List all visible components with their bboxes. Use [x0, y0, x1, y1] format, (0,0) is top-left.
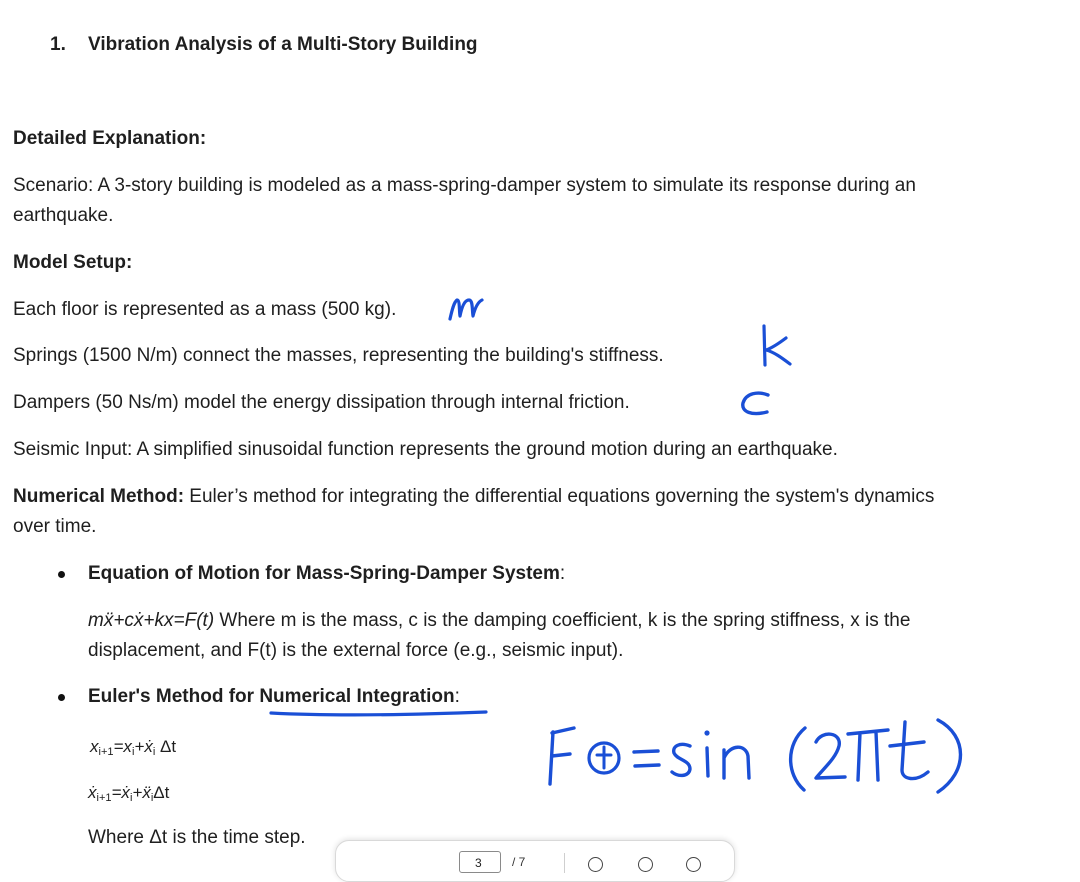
scenario-line-1: Scenario: A 3-story building is modeled as a mass-spring-damper system to simulate its response during an [13, 175, 916, 196]
handwritten-force-equation [540, 708, 980, 798]
page-count: / 7 [512, 855, 526, 869]
eom-colon: : [559, 563, 566, 584]
eq1-dt: Δt [155, 737, 177, 756]
bullet-dot [58, 571, 65, 578]
eq1-sub-1: i+1 [98, 746, 114, 758]
eom-title: Equation of Motion for Mass-Spring-Damper System [88, 563, 560, 584]
section-title: Vibration Analysis of a Multi-Story Building [88, 34, 478, 55]
detailed-heading: Detailed Explanation: [13, 128, 207, 149]
eq2-xdot: ẋ [88, 783, 97, 802]
numerical-method-line [13, 485, 934, 509]
handwritten-spring-symbol [758, 322, 794, 368]
eq2-sub-2: i [129, 792, 133, 804]
euler-equation-velocity [88, 781, 169, 810]
eq2-sub-1: i+1 [96, 792, 112, 804]
eom-description: Where m is the mass, c is the damping coefficient, k is the spring stiffness, x is the [214, 610, 911, 631]
handwritten-underline [268, 706, 490, 720]
eq1-eq-x: =x [113, 737, 132, 756]
eom-title-line [88, 562, 565, 586]
eom-line-1 [88, 609, 910, 633]
page-number-input[interactable] [459, 851, 501, 873]
zoom-out-icon[interactable] [588, 857, 603, 872]
numerical-method-label: Numerical Method: [13, 486, 185, 507]
scenario-line-2: earthquake. [13, 205, 114, 226]
eom-equation: mẍ+cẋ+kx=F(t) [88, 610, 215, 631]
eq2-eq-xdot: =ẋ [111, 783, 130, 802]
euler-title-a: Euler's Method for [88, 686, 260, 707]
eq1-plus-xdot: +ẋ [134, 737, 153, 756]
model-setup-heading: Model Setup: [13, 252, 133, 273]
eq2-sub-3: i [150, 792, 154, 804]
numerical-method-line-2: over time. [13, 516, 97, 537]
eq1-sub-3: i [152, 746, 156, 758]
euler-title-b: Numerical Integration [259, 686, 455, 707]
time-step-note: Where Δt is the time step. [88, 827, 306, 848]
seismic-text: Seismic Input: A simplified sinusoidal function represents the ground motion during an earthquake. [13, 439, 838, 460]
eq1-x: x [90, 737, 99, 756]
numerical-method-text: Euler’s method for integrating the differential equations governing the system's dynamics [184, 486, 935, 507]
handwritten-damper-symbol [738, 390, 772, 418]
viewer-toolbar [335, 840, 735, 882]
page-number-current: 3 [475, 856, 482, 870]
eq2-dt: Δt [153, 783, 170, 802]
eq2-plus-xddot: +ẍ [132, 783, 151, 802]
dampers-text: Dampers (50 Ns/m) model the energy dissipation through internal friction. [13, 392, 630, 413]
eq1-sub-2: i [131, 746, 135, 758]
toolbar-divider [564, 853, 565, 873]
bullet-dot [58, 694, 65, 701]
fit-page-icon[interactable] [686, 857, 701, 872]
section-number: 1. [50, 34, 66, 55]
handwritten-mass-symbol [448, 296, 484, 322]
euler-equation-position [90, 735, 176, 764]
zoom-in-icon[interactable] [638, 857, 653, 872]
eom-line-2: displacement, and F(t) is the external force (e.g., seismic input). [88, 640, 624, 661]
mass-text: Each floor is represented as a mass (500 kg). [13, 299, 397, 320]
springs-text: Springs (1500 N/m) connect the masses, representing the building's stiffness. [13, 345, 664, 366]
euler-colon: : [454, 686, 460, 707]
